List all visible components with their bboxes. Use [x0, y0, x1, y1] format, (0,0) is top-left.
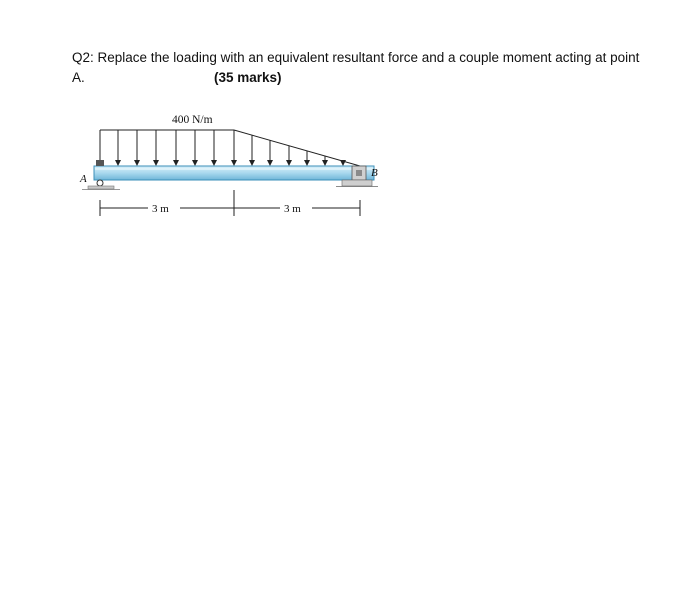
load-arrow-head — [134, 160, 140, 166]
question-marks: (35 marks) — [214, 70, 282, 85]
load-arrow-head — [304, 160, 310, 166]
point-b-label: B — [371, 167, 378, 179]
point-a-label: A — [80, 173, 87, 185]
load-arrow-head — [211, 160, 217, 166]
dimension-lines — [100, 190, 360, 216]
beam — [94, 166, 374, 180]
load-arrow-head — [153, 160, 159, 166]
load-arrow-head — [115, 160, 121, 166]
load-arrow-head — [173, 160, 179, 166]
question-line-2: A. — [72, 70, 85, 85]
load-arrow-head — [340, 160, 346, 166]
load-arrow-head — [322, 160, 328, 166]
load-arrows — [97, 130, 346, 166]
dim-left-label: 3 m — [152, 203, 169, 215]
dim-right-label: 3 m — [284, 203, 301, 215]
question-line-1: Q2: Replace the loading with an equivalent resultant force and a couple moment acting at point — [72, 50, 640, 65]
load-arrow-head — [231, 160, 237, 166]
load-arrow-head — [286, 160, 292, 166]
load-label: 400 N/m — [172, 114, 213, 126]
load-arrow-head — [267, 160, 273, 166]
load-arrow-head — [249, 160, 255, 166]
load-arrow-head — [192, 160, 198, 166]
